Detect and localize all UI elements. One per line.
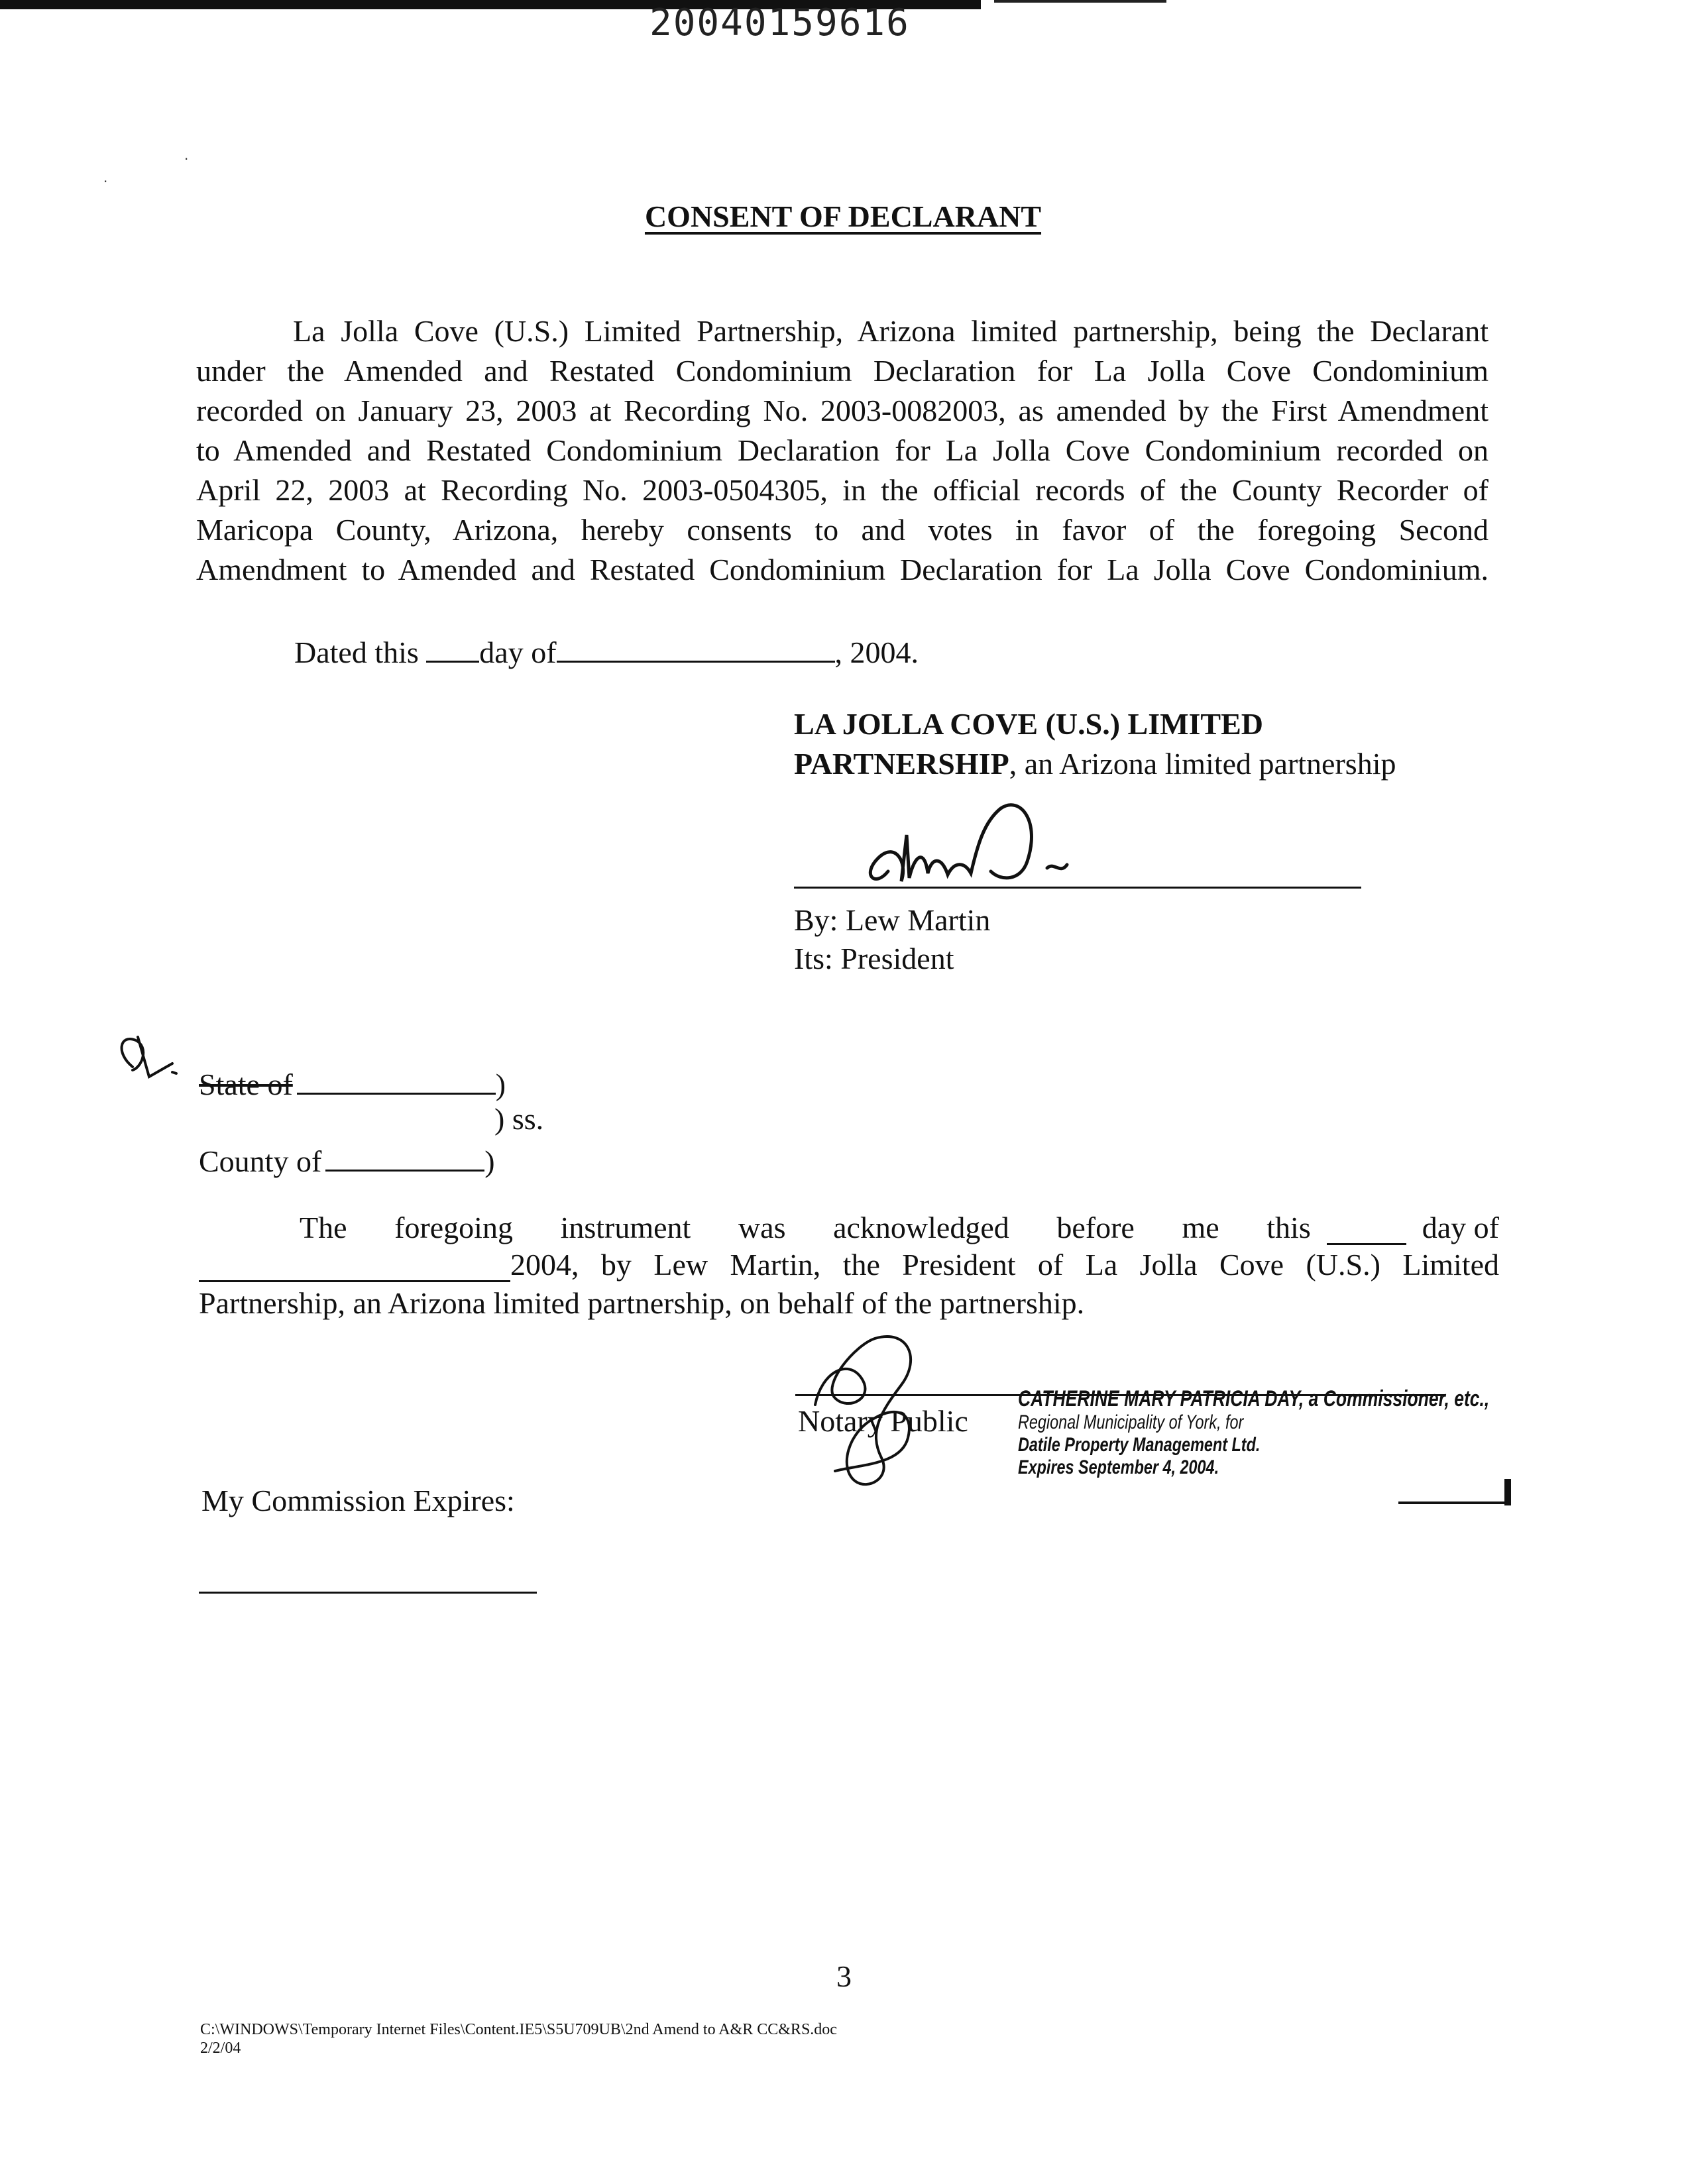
dated-line [294,635,919,670]
ack-line-2 [199,1247,1499,1282]
entity-name-2: PARTNERSHIP [794,747,1009,781]
state-close-paren: ) [495,1067,506,1101]
top-scan-border-right [994,0,1166,3]
president-signature [848,795,1100,901]
document-title: CONSENT OF DECLARANT [644,199,1042,233]
handwritten-initials [106,1027,186,1087]
footer-date: 2/2/04 [200,2040,241,2057]
paragraph-line: Maricopa County, Arizona, hereby consents to and votes in favor of the foregoing Second [196,513,1489,547]
paragraph-line: La Jolla Cove (U.S.) Limited Partnership, Arizona limited partnership, being the Declarant [293,314,1489,348]
ack-line-3: Partnership, an Arizona limited partnership, on behalf of the partnership. [199,1286,1085,1320]
notary-label: Notary Public [798,1404,968,1438]
entity-type: , an Arizona limited partnership [1009,747,1396,781]
state-blank [297,1093,496,1095]
ack-line1-text: The foregoing instrument was acknowledged before me this [300,1211,1311,1244]
ack-month-blank [199,1247,510,1282]
dated-month-blank [557,661,835,663]
ack-line2-text: 2004, by Lew Martin, the President of La Jolla Cove (U.S.) Limited [510,1248,1499,1282]
signer-title: Its: President [794,942,954,975]
consent-paragraph [196,311,1489,590]
scan-speck: · [184,151,189,167]
footer-file-path: C:\WINDOWS\Temporary Internet Files\Content.IE5\S5U709UB\2nd Amend to A&R CC&RS.doc [200,2021,837,2038]
dated-prefix: Dated this [294,635,419,669]
dated-day-blank [426,661,479,663]
county-close-paren: ) [484,1144,495,1178]
paragraph-line: April 22, 2003 at Recording No. 2003-0504305, in the official records of the County Recorder of [196,473,1489,507]
scan-speck: · [103,174,108,190]
county-blank [325,1170,484,1172]
recording-number: 20040159616 [649,1,910,44]
stamp-line: Datile Property Management Ltd. [1018,1434,1261,1456]
state-line [199,1067,506,1102]
signature-line [794,887,1361,889]
entity-line-2 [794,746,1396,781]
stamp-line: Expires September 4, 2004. [1018,1456,1219,1478]
paragraph-line: to Amended and Restated Condominium Declaration for La Jolla Cove Condominium recorded on [196,433,1489,467]
county-label: County of [199,1144,322,1178]
ack-line1-end: day of [1422,1211,1499,1244]
dated-middle: day of [479,635,557,669]
page-number: 3 [836,1959,852,1993]
ack-line-1 [300,1210,1499,1245]
stamp-line: CATHERINE MARY PATRICIA DAY, a Commissioner, etc., [1018,1386,1490,1411]
paragraph-line: under the Amended and Restated Condominium Declaration for La Jolla Cove Condominium [196,354,1489,388]
stamp-line: Regional Municipality of York, for [1018,1411,1244,1433]
ss-mark: ) ss. [494,1102,544,1136]
state-label: State of [199,1067,293,1101]
notary-stamp [1018,1386,1622,1479]
paragraph-line: Amendment to Amended and Restated Condominium Declaration for La Jolla Cove Condominium. [196,553,1489,586]
entity-name: LA JOLLA COVE (U.S.) LIMITED [794,707,1264,741]
commission-label: My Commission Expires: [201,1484,515,1517]
ack-day-blank [1327,1210,1406,1245]
signer-by: By: Lew Martin [794,903,991,937]
commission-date-line [199,1592,537,1594]
stamp-edge-mark [1504,1479,1511,1505]
paragraph-line: recorded on January 23, 2003 at Recording No. 2003-0082003, as amended by the First Amendment [196,394,1489,427]
stamp-edge-mark [1398,1502,1511,1504]
county-line [199,1144,495,1179]
dated-suffix: , 2004. [834,635,919,669]
